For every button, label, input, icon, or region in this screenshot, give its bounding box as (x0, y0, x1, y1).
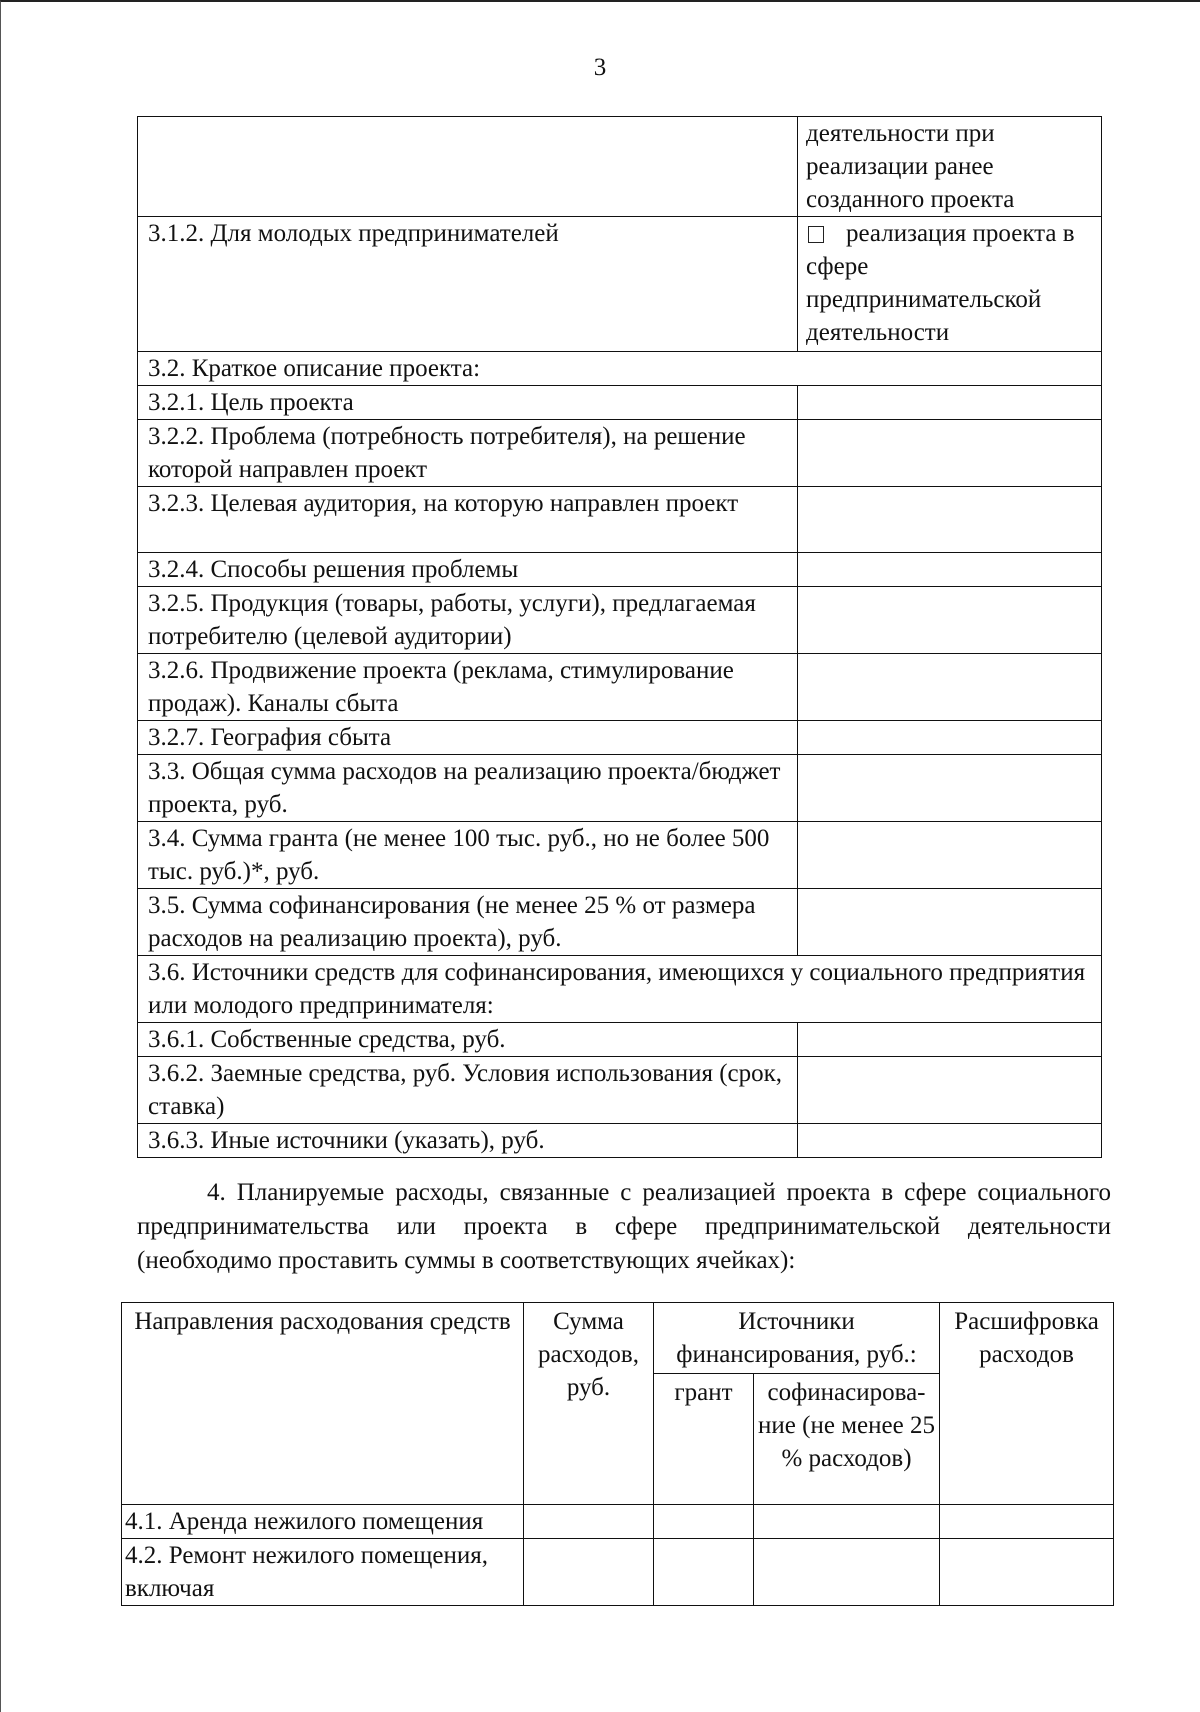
value-cell[interactable] (798, 487, 1102, 553)
value-cell[interactable] (798, 386, 1102, 420)
value-cell[interactable] (798, 587, 1102, 654)
row-label: 3.6.1. Собственные средства, руб. (138, 1023, 798, 1057)
value-cell[interactable] (798, 553, 1102, 587)
row-label: 3.5. Сумма софинансирования (не менее 25 % от размера расходов на реализацию проекта), руб. (138, 889, 798, 956)
row-label: 3.2.4. Способы решения проблемы (138, 553, 798, 587)
header-direction: Направления расходования средств (122, 1303, 524, 1505)
row-label: 3.2.5. Продукция (товары, работы, услуги), предлагаемая потребителю (целевой аудитории) (138, 587, 798, 654)
breakdown-cell[interactable] (940, 1539, 1114, 1606)
value-cell[interactable] (798, 1057, 1102, 1124)
table-row (138, 420, 1102, 487)
row-label: 3.2.2. Проблема (потребность потребителя), на решение которой направлен проект (138, 420, 798, 487)
expense-label: 4.2. Ремонт нежилого помещения, включая (122, 1539, 524, 1606)
table-row (138, 755, 1102, 822)
sum-cell[interactable] (524, 1505, 654, 1539)
row-label: 3.4. Сумма гранта (не менее 100 тыс. руб., но не более 500 тыс. руб.)*, руб. (138, 822, 798, 889)
table-row (138, 1023, 1102, 1057)
grant-cell[interactable] (654, 1505, 754, 1539)
header-sources: Источники финансирования, руб.: (654, 1303, 940, 1374)
value-cell[interactable] (798, 755, 1102, 822)
table-row (122, 1539, 1114, 1606)
header-breakdown: Расшифровка расходов (940, 1303, 1114, 1505)
sum-cell[interactable] (524, 1539, 654, 1606)
section4-paragraph: 4. Планируемые расходы, связанные с реализацией проекта в сфере социального предпринимательства или проекта в сфере предпринимательской деятельности (необходимо проставить суммы в соответствующих ячейках): (137, 1179, 1111, 1274)
row-label: 3.2.3. Целевая аудитория, на которую направлен проект (138, 487, 798, 553)
table-row (138, 721, 1102, 755)
row-label: 3.6.2. Заемные средства, руб. Условия использования (срок, ставка) (138, 1057, 798, 1124)
breakdown-cell[interactable] (940, 1505, 1114, 1539)
value-cell[interactable] (798, 654, 1102, 721)
table-row (138, 654, 1102, 721)
value-cell[interactable] (798, 889, 1102, 956)
value-cell[interactable] (798, 1023, 1102, 1057)
table-row (138, 117, 1102, 217)
empty-cell (138, 117, 798, 217)
expense-label: 4.1. Аренда нежилого помещения (122, 1505, 524, 1539)
row-label: 3.2.7. География сбыта (138, 721, 798, 755)
value-cell[interactable] (798, 822, 1102, 889)
header-sum: Сумма расходов, руб. (524, 1303, 654, 1505)
table-row (138, 956, 1102, 1023)
value-cell[interactable] (798, 1124, 1102, 1158)
table-row (138, 1124, 1102, 1158)
table-row (138, 553, 1102, 587)
table-row (138, 587, 1102, 654)
table-row (138, 889, 1102, 956)
row-label: 3.3. Общая сумма расходов на реализацию проекта/бюджет проекта, руб. (138, 755, 798, 822)
table-row (138, 352, 1102, 386)
table-row (138, 1057, 1102, 1124)
header-grant: грант (654, 1374, 754, 1505)
header-cofinancing: софинасирова-ние (не менее 25 % расходов) (754, 1374, 940, 1505)
table-row (138, 487, 1102, 553)
young-entrepreneurs-option (798, 217, 1102, 352)
row-label: 3.2.1. Цель проекта (138, 386, 798, 420)
row-label: 3.6.3. Иные источники (указать), руб. (138, 1124, 798, 1158)
page-number: 3 (593, 54, 607, 81)
continuation-cell: деятельности при реализации ранее созданного проекта (798, 117, 1102, 217)
row-label: 3.2.6. Продвижение проекта (реклама, стимулирование продаж). Каналы сбыта (138, 654, 798, 721)
section-heading: 3.2. Краткое описание проекта: (138, 352, 1102, 386)
cofinancing-cell[interactable] (754, 1505, 940, 1539)
planned-expenses-table (121, 1302, 1114, 1606)
value-cell[interactable] (798, 420, 1102, 487)
table-row (138, 217, 1102, 352)
project-info-table (137, 116, 1102, 1158)
checkbox-icon[interactable] (808, 226, 824, 243)
table-row (122, 1505, 1114, 1539)
value-cell[interactable] (798, 721, 1102, 755)
young-entrepreneurs-label: 3.1.2. Для молодых предпринимателей (138, 217, 798, 352)
table-header-row (122, 1303, 1114, 1374)
section-heading: 3.6. Источники средств для софинансирования, имеющихся у социального предприятия или молодого предпринимателя: (138, 956, 1102, 1023)
young-entrepreneurs-option-label: реализация проекта в сфере предпринимательской деятельности (806, 220, 1075, 346)
cofinancing-cell[interactable] (754, 1539, 940, 1606)
grant-cell[interactable] (654, 1539, 754, 1606)
table-row (138, 386, 1102, 420)
table-row (138, 822, 1102, 889)
